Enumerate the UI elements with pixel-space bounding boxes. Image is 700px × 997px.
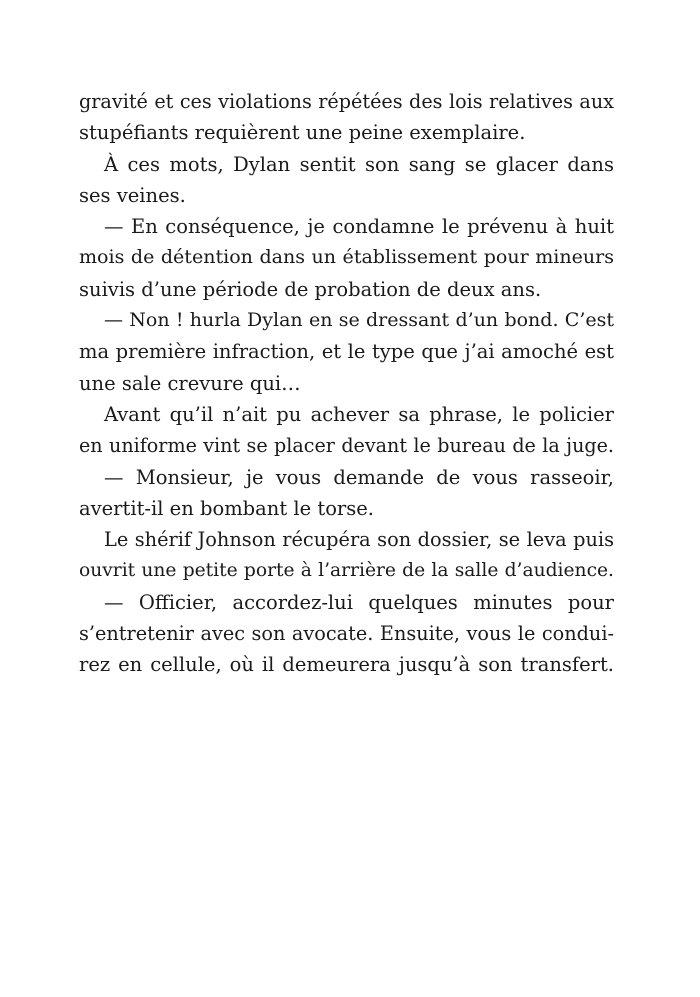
text-line: s’entretenir avec son avocate. Ensuite, vous le condui- (79, 622, 614, 646)
text-line: en uniforme vint se placer devant le bureau de la juge. (79, 434, 614, 458)
text-line: avertit-il en bombant le torse. (79, 496, 375, 520)
text-line: — Non ! hurla Dylan en se dressant d’un bond. C’est (104, 309, 614, 332)
text-line: — En conséquence, je condamne le prévenu à huit (104, 215, 614, 239)
text-line: gravité et ces violations répétées des lois relatives aux (79, 90, 614, 113)
text-line: Avant qu’il n’ait pu achever sa phrase, le policier (104, 402, 614, 426)
text-line: stupéfiants requièrent une peine exemplaire. (79, 121, 526, 145)
text-line: ses veines. (79, 183, 186, 207)
text-line: — Monsieur, je vous demande de vous rasseoir, (104, 465, 614, 489)
text-line: une sale crevure qui… (79, 371, 301, 395)
text-line: — Officier, accordez-lui quelques minutes pour (104, 590, 614, 614)
text-line: ma première infraction, et le type que j’ai amoché est (79, 340, 614, 364)
text-line: mois de détention dans un établissement pour mineurs (79, 246, 614, 269)
text-line: rez en cellule, où il demeurera jusqu’à son transfert. (79, 653, 614, 677)
text-line: ouvrit une petite porte à l’arrière de la salle d’audience. (79, 560, 614, 582)
text-line: À ces mots, Dylan sentit son sang se glacer dans (104, 152, 614, 176)
text-line: suivis d’une période de probation de deux ans. (79, 277, 542, 301)
text-line: Le shérif Johnson récupéra son dossier, se leva puis (104, 528, 614, 552)
body-text (79, 86, 614, 681)
